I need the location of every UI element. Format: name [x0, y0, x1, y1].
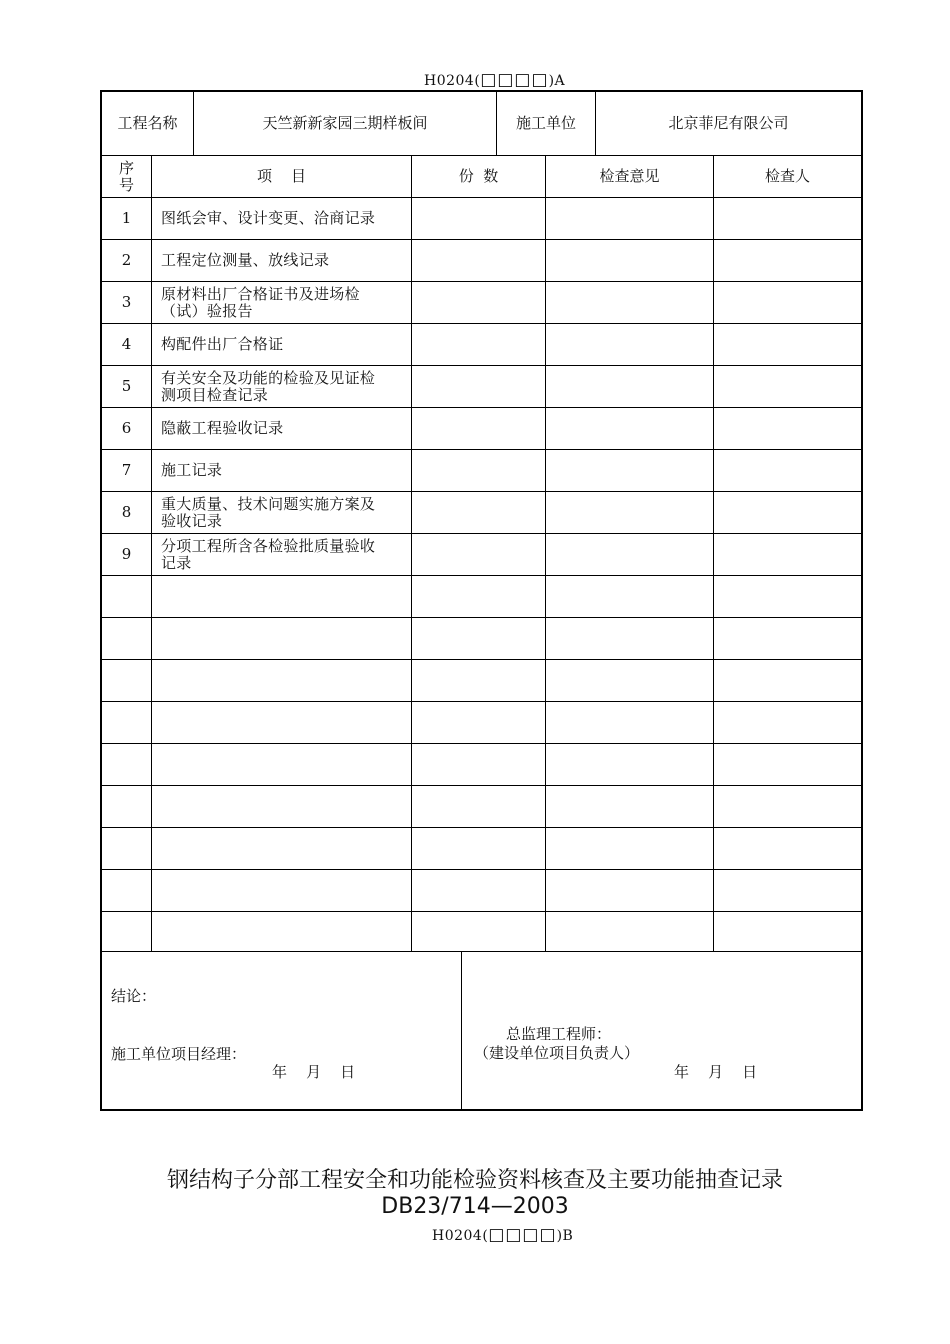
- row-number: 6: [121, 419, 132, 437]
- row-item: 施工记录: [161, 461, 223, 479]
- row-number: 8: [121, 503, 132, 521]
- form-title: 钢结构子分部工程安全和功能检验资料核查及主要功能抽查记录: [166, 1168, 783, 1193]
- row-divider: [102, 575, 861, 576]
- date-left: 年 月 日: [272, 1063, 356, 1081]
- row-number: 2: [121, 251, 132, 269]
- row-divider: [102, 701, 861, 702]
- column-header-inspector: 检查人: [764, 167, 810, 185]
- conclusion-divider: [461, 951, 462, 1109]
- row-item: 有关安全及功能的检验及见证检 测项目检查记录: [161, 368, 376, 404]
- row-item: 重大质量、技术问题实施方案及 验收记录: [161, 494, 376, 530]
- grid-divider-opinion: [713, 155, 714, 951]
- inspection-form-table: [100, 90, 863, 1111]
- column-header-opinion: 检查意见: [599, 167, 660, 185]
- row-item: 图纸会审、设计变更、洽商记录: [161, 209, 376, 227]
- conclusion-label: 结论：: [111, 987, 157, 1005]
- row-number: 1: [121, 209, 132, 227]
- row-divider: [102, 743, 861, 744]
- form-code-bottom: H0204(□□□□)B: [432, 1225, 574, 1245]
- row-item: 工程定位测量、放线记录: [161, 251, 330, 269]
- row-divider: [102, 659, 861, 660]
- column-header-item: 项 目: [256, 167, 307, 185]
- project-name-label: 工程名称: [117, 114, 178, 132]
- owner-representative-label: （建设单位项目负责人）: [474, 1044, 640, 1062]
- row-number: 9: [121, 545, 132, 563]
- row-divider: [102, 827, 861, 828]
- project-name-value: 天竺新新家园三期样板间: [262, 114, 428, 132]
- row-item: 构配件出厂合格证: [161, 335, 284, 353]
- table-bottom-divider: [102, 951, 861, 952]
- row-number: 5: [121, 377, 132, 395]
- row-number: 3: [121, 293, 132, 311]
- project-manager-label: 施工单位项目经理：: [111, 1045, 247, 1063]
- chief-engineer-label: 总监理工程师：: [506, 1025, 612, 1043]
- row-item: 原材料出厂合格证书及进场检 （试）验报告: [161, 284, 360, 320]
- column-header-copies: 份 数: [458, 167, 499, 185]
- construction-unit-value: 北京菲尼有限公司: [668, 114, 789, 132]
- row-item: 隐蔽工程验收记录: [161, 419, 284, 437]
- row-divider: [102, 869, 861, 870]
- row-divider: [102, 911, 861, 912]
- grid-divider-copies: [545, 155, 546, 951]
- date-right: 年 月 日: [674, 1063, 758, 1081]
- standard-number: DB23/714—2003: [381, 1194, 569, 1219]
- row-divider: [102, 785, 861, 786]
- row-divider: [102, 617, 861, 618]
- form-code-top: H0204(□□□□)A: [424, 70, 566, 90]
- row-number: 7: [121, 461, 132, 479]
- row-item: 分项工程所含各检验批质量验收 记录: [161, 536, 376, 572]
- grid-divider-item: [411, 155, 412, 951]
- construction-unit-label: 施工单位: [515, 114, 576, 132]
- row-number: 4: [121, 335, 132, 353]
- column-header-seq: 序 号: [118, 158, 134, 194]
